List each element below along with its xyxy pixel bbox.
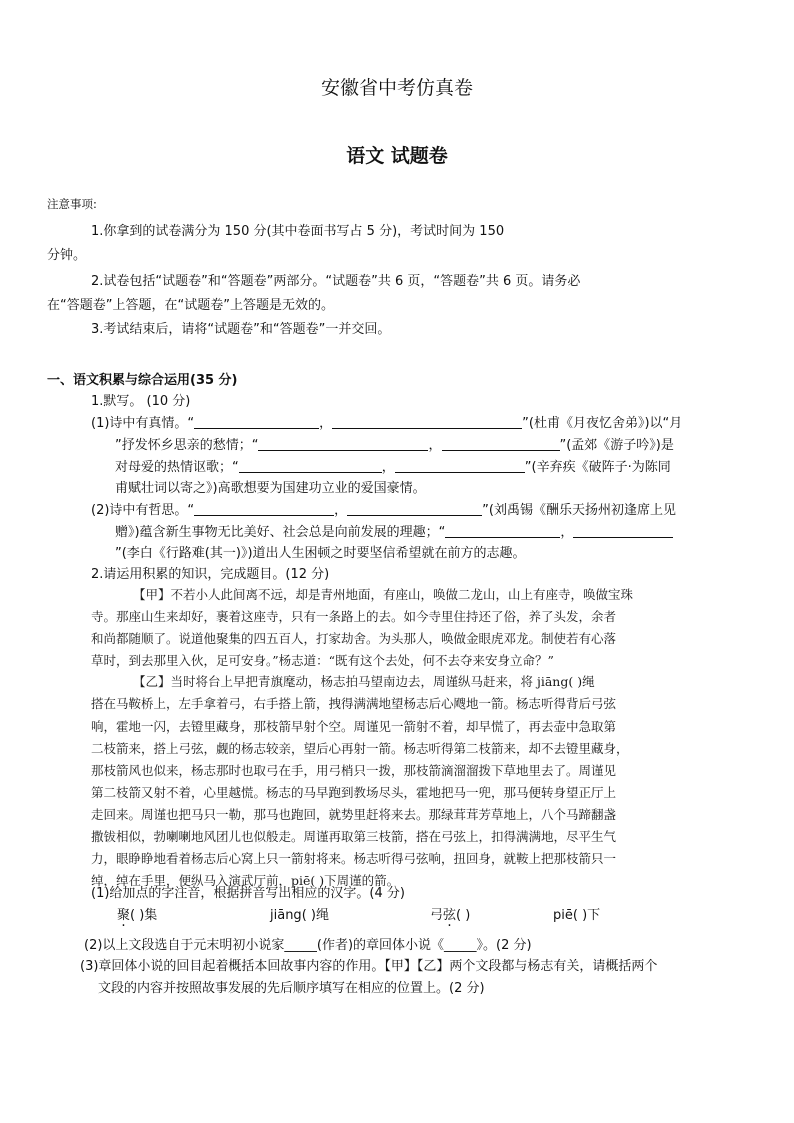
exam-title: 安徽省中考仿真卷: [320, 77, 473, 99]
plain-char: 下: [587, 908, 601, 923]
q1-2-suffix: ”(刘禹锡《酬乐天扬州初逢席上见: [482, 503, 676, 518]
question-1-2-line-3: ”(李白《行路难(其一)》)道出人生困顿之时要坚信希望就在前方的志趣。: [115, 546, 526, 561]
pinyin-item-c: [430, 904, 470, 923]
comma: ，: [381, 460, 395, 475]
answer-paren[interactable]: ( ): [301, 908, 316, 923]
notice-item-2a: 2.试卷包括“试题卷”和“答题卷”两部分。“试题卷”共 6 页，“答题卷”共 6 页。请务必: [91, 274, 581, 289]
section-heading: 一、语文积累与综合运用(35 分): [47, 373, 238, 388]
notice-item-3: 3.考试结束后，请将“试题卷”和“答题卷”一并交回。: [91, 322, 391, 337]
question-2-3-line-1: (3)章回体小说的回目起着概括本回故事内容的作用。【甲】【乙】两个文段都与杨志有关，请概括两个: [80, 959, 658, 974]
question-1-1-line-3: [115, 456, 671, 475]
passage-yi-line: 那枝箭风也似来，杨志那时也取弓在手，用弓梢只一拨，那枝箭滴溜溜拨下草地里去了。周谨见: [91, 763, 617, 778]
q1-1-l2-suffix: ”(孟郊《游子吟》)是: [559, 438, 674, 453]
passage-yi-line: 撒钹相似，勃喇喇地风团儿也似般走。周谨再取第三枝箭，搭在弓弦上，扣得满满地，尽平生气: [91, 829, 617, 844]
question-1-2-line-1: [91, 499, 676, 518]
passage-yi-line: 【乙】当时将台上早把青旗麾动，杨志拍马望南边去，周谨纵马赶来，将 jiāng( )绳: [133, 674, 595, 689]
plain-char: 集: [144, 908, 158, 923]
answer-paren[interactable]: ( ): [572, 908, 588, 923]
notice-item-1a: 1.你拿到的试卷满分为 150 分(其中卷面书写占 5 分)，考试时间为 150: [91, 224, 505, 239]
passage-jia-line: 和尚都随顺了。说道他聚集的四五百人，打家劫舍。为头那人，唤做金眼虎邓龙。制使若有心落: [91, 631, 617, 646]
answer-blank[interactable]: [347, 502, 482, 516]
comma: ，: [560, 525, 574, 540]
answer-blank[interactable]: [445, 524, 560, 538]
q1-1-l3-prefix: 对母爱的热情讴歌；“: [115, 460, 239, 475]
q1-1-suffix: ”(杜甫《月夜忆舍弟》)以“月: [522, 416, 683, 431]
passage-yi-line: 响，霍地一闪，去镫里藏身，那枝箭早射个空。周谨见一箭射不着，却早慌了，再去壶中急取第: [91, 719, 617, 734]
plain-char: 绳: [315, 908, 329, 923]
notice-heading: 注意事项:: [47, 197, 97, 211]
answer-blank[interactable]: [442, 437, 560, 451]
question-2-1-title: (1)给加点的字注音，根据拼音写出相应的汉字。(4 分): [91, 886, 405, 901]
question-2-3-line-2: 文段的内容并按照故事发展的先后顺序填写在相应的位置上。(2 分): [98, 981, 485, 996]
answer-blank[interactable]: [258, 437, 428, 451]
passage-yi-line: 力，眼睁睁地看着杨志后心窝上只一箭射将来。杨志听得弓弦响，扭回身，就鞍上把那枝箭只一: [91, 851, 617, 866]
question-1-title: 1.默写。 (10 分): [91, 394, 191, 409]
comma: ，: [319, 416, 333, 431]
dotted-char: 聚: [117, 908, 131, 923]
passage-jia-line: 寺。那座山生来却好，裹着这座寺，只有一条路上的去。如今寺里住持还了俗，养了头发，余者: [91, 609, 617, 624]
q1-1-prefix: (1)诗中有真情。“: [91, 416, 195, 431]
q1-2-prefix: (2)诗中有哲思。“: [91, 503, 195, 518]
comma: ，: [334, 503, 348, 518]
answer-paren[interactable]: ( ): [130, 908, 145, 923]
comma: ，: [428, 438, 442, 453]
question-1-2-line-2: [115, 521, 673, 540]
q1-1-l2-prefix: ”抒发怀乡思亲的愁情；“: [115, 438, 259, 453]
plain-char: 弓: [430, 908, 444, 923]
question-1-1-line-1: [91, 412, 682, 431]
pinyin-item-d: [553, 904, 600, 923]
pinyin-text: piē: [553, 908, 573, 923]
pinyin-item-a: [117, 904, 157, 923]
exam-subtitle: 语文 试题卷: [346, 145, 448, 167]
answer-paren[interactable]: ( ): [456, 908, 471, 923]
notice-item-2b: 在“答题卷”上答题，在“试题卷”上答题是无效的。: [47, 298, 334, 313]
passage-yi-line: 走回来。周谨也把马只一勒，那马也跑回，就势里赶将来去。那绿茸茸芳草地上，八个马蹄翻盏: [91, 807, 617, 822]
passage-yi-line: 搭在马鞍桥上，左手拿着弓，右手搭上箭，拽得满满地望杨志后心飕地一箭。杨志听得背后弓弦: [91, 696, 617, 711]
answer-blank[interactable]: [194, 502, 334, 516]
dotted-char: 弦: [443, 908, 457, 923]
q1-1-l3-suffix: ”(辛弃疾《破阵子·为陈同: [524, 460, 671, 475]
answer-blank[interactable]: [194, 415, 319, 429]
question-2-2: (2)以上文段选自于元末明初小说家_____(作者)的章回体小说《_____》。(2 分): [84, 938, 532, 953]
answer-blank[interactable]: [573, 524, 673, 538]
passage-jia-line: 草时，到去那里入伙，足可安身。”杨志道：“既有这个去处，何不去夺来安身立命？”: [91, 653, 554, 668]
answer-blank[interactable]: [332, 415, 522, 429]
q1-2-l2-prefix: 赠》)蕴含新生事物无比美好、社会总是向前发展的理趣；“: [115, 525, 446, 540]
passage-jia-line: 【甲】不若小人此间离不远，却是青州地面，有座山，唤做二龙山，山上有座寺，唤做宝珠: [133, 587, 634, 602]
question-1-1-line-4: 甫赋壮词以寄之》)高歌想要为国建功立业的爱国豪情。: [115, 481, 426, 496]
passage-yi-line: 第二枝箭又射不着，心里越慌。杨志的马早跑到教场尽头，霍地把马一兜，那马便转身望正厅上: [91, 785, 617, 800]
passage-yi-line: 二枝箭来，搭上弓弦，觑的杨志较亲，望后心再射一箭。杨志听得第二枝箭来，却不去镫里藏身，: [91, 741, 629, 756]
pinyin-item-b: [270, 904, 329, 923]
answer-blank[interactable]: [239, 459, 382, 473]
question-2-title: 2.请运用积累的知识，完成题目。(12 分): [91, 567, 330, 582]
passage-yi-line: 绰，绰在手里，便纵马入演武厅前，piē( )下周谨的箭。: [91, 873, 400, 888]
notice-item-1b: 分钟。: [47, 248, 87, 263]
answer-blank[interactable]: [395, 459, 525, 473]
question-1-1-line-2: [115, 434, 674, 453]
pinyin-text: jiāng: [270, 908, 302, 923]
